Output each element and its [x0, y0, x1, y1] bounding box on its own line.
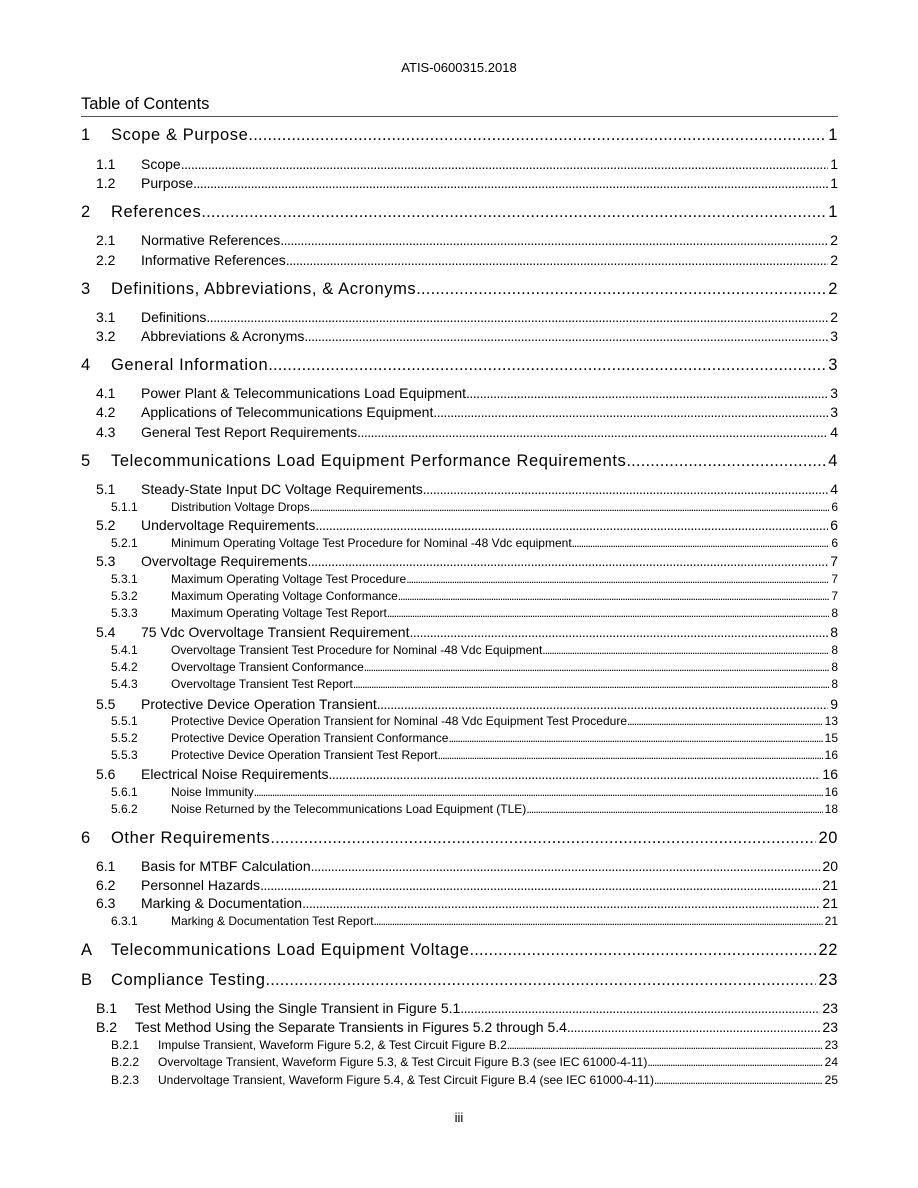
toc-entry[interactable]	[96, 696, 838, 714]
toc-entry[interactable]	[96, 553, 838, 571]
toc-entry-page: 16	[824, 785, 838, 799]
toc-entry-number: 6.2	[96, 877, 116, 893]
dot-leader	[466, 385, 828, 401]
dot-leader	[310, 500, 830, 514]
toc-entry-title: Telecommunications Load Equipment Performance Requirements	[111, 452, 627, 470]
toc-entry-page: 8	[831, 677, 838, 691]
toc-entry-page: 3	[830, 404, 838, 420]
toc-entry-number: 5.1	[96, 481, 116, 497]
toc-entry-title: Protective Device Operation Transient Test Report	[171, 748, 438, 762]
toc-entry[interactable]	[81, 280, 838, 302]
toc-entry-page: 21	[822, 895, 838, 911]
toc-entry-number: B.2.2	[111, 1055, 140, 1069]
dot-leader	[374, 914, 823, 928]
toc-entry-title: Definitions, Abbreviations, & Acronyms	[111, 280, 417, 298]
dot-leader	[268, 356, 826, 375]
toc-entry-title: Protective Device Operation Transient Conformance	[171, 731, 449, 745]
dot-leader	[377, 696, 828, 712]
toc-entry-number: 1	[81, 126, 91, 144]
toc-entry-number: 3.2	[96, 328, 116, 344]
toc-entry-number: 6	[81, 829, 91, 847]
toc-entry-page: 7	[830, 553, 838, 569]
toc-entry-page: 1	[828, 126, 838, 144]
toc-entry[interactable]	[111, 785, 838, 801]
toc-entry-page: 18	[824, 802, 838, 816]
toc-entry-number: 1.1	[96, 156, 116, 172]
toc-entry-title: Compliance Testing	[111, 971, 266, 989]
toc-entry-number: 5.3.2	[111, 589, 138, 603]
toc-entry[interactable]	[111, 677, 838, 693]
toc-entry[interactable]	[96, 1019, 838, 1037]
toc-entry-page: 23	[822, 1019, 838, 1035]
toc-entry-page: 6	[831, 500, 838, 514]
toc-entry-number: 3	[81, 280, 91, 298]
toc-entry-number: 5.3.3	[111, 606, 138, 620]
toc-entry-number: 4.2	[96, 404, 116, 420]
toc-entry-page: 25	[824, 1073, 838, 1087]
toc-entry-title: Marking & Documentation	[141, 895, 303, 911]
toc-entry[interactable]	[111, 500, 838, 516]
toc-entry[interactable]	[111, 1055, 838, 1071]
toc-entry-page: 8	[831, 606, 838, 620]
dot-leader	[304, 328, 828, 344]
toc-entry-page: 3	[830, 385, 838, 401]
toc-entry-title: Protective Device Operation Transient	[141, 696, 377, 712]
dot-leader	[409, 624, 828, 640]
toc-entry-number: 2.1	[96, 232, 116, 248]
toc-entry-number: 5.2.1	[111, 536, 138, 550]
toc-entry-number: 6.3.1	[111, 914, 138, 928]
toc-entry[interactable]	[81, 829, 838, 851]
toc-entry[interactable]	[96, 624, 838, 642]
toc-entry-number: 5.5.2	[111, 731, 138, 745]
dot-leader	[206, 309, 828, 325]
toc-entry-title: Impulse Transient, Waveform Figure 5.2, & Test Circuit Figure B.2	[158, 1038, 507, 1052]
dot-leader	[647, 1055, 822, 1069]
dot-leader	[181, 156, 829, 172]
toc-entry-number: 5.6.2	[111, 802, 138, 816]
toc-entry-page: 21	[824, 914, 838, 928]
toc-entry-title: Minimum Operating Voltage Test Procedure for Nominal -48 Vdc equipment	[171, 536, 572, 550]
toc-entry[interactable]	[96, 766, 838, 784]
toc-entry-title: Informative References	[141, 252, 286, 268]
toc-entry-title: Undervoltage Requirements	[141, 517, 316, 533]
toc-entry-number: B.2.1	[111, 1038, 140, 1052]
toc-entry-page: 1	[830, 156, 838, 172]
toc-entry-number: 4.1	[96, 385, 116, 401]
toc-entry-number: 5.6.1	[111, 785, 138, 799]
toc-entry-page: 8	[831, 660, 838, 674]
toc-entry-number: 5.2	[96, 517, 116, 533]
toc-entry[interactable]	[96, 877, 838, 895]
toc-entry-number: 2	[81, 203, 91, 221]
toc-entry-number: 5.3.1	[111, 572, 138, 586]
dot-leader	[398, 589, 830, 603]
toc-entry-number: 5.3	[96, 553, 116, 569]
toc-entry-title: Noise Returned by the Telecommunications Load Equipment (TLE)	[171, 802, 527, 816]
toc-entry-page: 7	[831, 589, 838, 603]
toc-entry[interactable]	[96, 895, 838, 913]
toc-entry-number: 5.6	[96, 766, 116, 782]
toc-entry-page: 8	[831, 643, 838, 657]
toc-entry-number: 5.5	[96, 696, 116, 712]
toc-entry-title: References	[111, 203, 202, 221]
toc-entry-number: 3.1	[96, 309, 116, 325]
dot-leader	[193, 175, 828, 191]
toc-entry-page: 2	[830, 252, 838, 268]
toc-entry-page: 9	[830, 696, 838, 712]
toc-entry[interactable]	[111, 572, 838, 588]
toc-entry-number: B.2	[96, 1019, 118, 1035]
toc-entry-title: Overvoltage Transient Test Procedure for Nominal -48 Vdc Equipment	[171, 643, 543, 657]
toc-entry[interactable]	[96, 232, 838, 250]
toc-entry-number: 5.5.1	[111, 714, 138, 728]
toc-entry[interactable]	[111, 589, 838, 605]
toc-entry[interactable]	[81, 452, 838, 474]
dot-leader	[507, 1038, 823, 1052]
toc-entry-page: 2	[830, 309, 838, 325]
toc-entry-page: 4	[828, 452, 838, 470]
toc-entry[interactable]	[81, 356, 838, 378]
toc-entry-page: 3	[828, 356, 838, 374]
dot-leader	[626, 452, 826, 471]
toc-entry-page: 2	[830, 232, 838, 248]
toc-entry-title: Overvoltage Transient, Waveform Figure 5.3, & Test Circuit Figure B.3 (see IEC 61000-4-11)	[158, 1055, 648, 1069]
dot-leader	[248, 126, 826, 145]
dot-leader	[308, 553, 829, 569]
toc-entry-number: B.1	[96, 1000, 118, 1016]
toc-entry-title: Protective Device Operation Transient for Nominal -48 Vdc Equipment Test Procedure	[171, 714, 627, 728]
toc-entry-page: 4	[830, 481, 838, 497]
dot-leader	[254, 785, 823, 799]
toc-entry-title: Purpose	[141, 175, 194, 191]
toc-entry[interactable]	[111, 731, 838, 747]
toc-entry-page: 6	[830, 517, 838, 533]
toc-entry[interactable]	[111, 606, 838, 622]
toc-entry[interactable]	[111, 914, 838, 930]
dot-leader	[469, 941, 816, 960]
toc-entry-page: 4	[830, 424, 838, 440]
toc-entry-number: 5.1.1	[111, 500, 138, 514]
dot-leader	[329, 766, 821, 782]
dot-leader	[357, 424, 828, 440]
toc-entry-number: 6.3	[96, 895, 116, 911]
dot-leader	[302, 895, 820, 911]
toc-entry-title: Overvoltage Transient Conformance	[171, 660, 364, 674]
toc-entry[interactable]	[81, 126, 838, 148]
toc-entry-title: Overvoltage Requirements	[141, 553, 308, 569]
toc-entry-number: 5.4.1	[111, 643, 138, 657]
toc-entry[interactable]	[111, 536, 838, 552]
toc-entry[interactable]	[96, 252, 838, 270]
toc-entry-number: B	[81, 971, 93, 989]
toc-entry-title: Test Method Using the Separate Transients in Figures 5.2 through 5.4	[135, 1019, 567, 1035]
toc-entry-page: 2	[828, 280, 838, 298]
toc-entry-number: 5.4.3	[111, 677, 138, 691]
toc-entry[interactable]	[96, 517, 838, 535]
toc-entry[interactable]	[96, 309, 838, 327]
toc-entry-page: 20	[822, 858, 838, 874]
toc-entry-number: 6.1	[96, 858, 116, 874]
toc-entry[interactable]	[96, 481, 838, 499]
toc-entry-number: 5.5.3	[111, 748, 138, 762]
dot-leader	[423, 481, 828, 497]
toc-entry-page: 16	[824, 748, 838, 762]
toc-entry-title: Maximum Operating Voltage Test Procedure	[171, 572, 407, 586]
toc-entry-page: 16	[822, 766, 838, 782]
dot-leader	[406, 572, 829, 586]
toc-entry-page: 3	[830, 328, 838, 344]
toc-entry-number: 5.4.2	[111, 660, 138, 674]
toc-entry[interactable]	[111, 802, 838, 818]
toc-entry-number: 5	[81, 452, 91, 470]
toc-entry-number: B.2.3	[111, 1073, 140, 1087]
toc-entry-title: Power Plant & Telecommunications Load Equipment	[141, 385, 467, 401]
dot-leader	[416, 280, 826, 299]
dot-leader	[353, 677, 829, 691]
dot-leader	[460, 1000, 820, 1016]
toc-entry[interactable]	[111, 643, 838, 659]
toc-entry-page: 20	[818, 829, 838, 847]
toc-entry-title: Normative References	[141, 232, 281, 248]
toc-entry[interactable]	[111, 1038, 838, 1054]
dot-leader	[433, 404, 828, 420]
toc-entry-page: 7	[831, 572, 838, 586]
toc-entry-title: Telecommunications Load Equipment Voltage	[111, 941, 470, 959]
dot-leader	[654, 1073, 823, 1087]
toc-entry[interactable]	[96, 385, 838, 403]
dot-leader	[315, 517, 828, 533]
document-header: ATIS-0600315.2018	[401, 60, 517, 75]
toc-entry[interactable]	[96, 328, 838, 346]
toc-entry-title: Undervoltage Transient, Waveform Figure 5.4, & Test Circuit Figure B.4 (see IEC 61000-4-11)	[158, 1073, 654, 1087]
dot-leader	[526, 802, 822, 816]
toc-entry-title: Test Method Using the Single Transient in Figure 5.1	[135, 1000, 461, 1016]
toc-entry-number: 4.3	[96, 424, 116, 440]
toc-entry-title: Electrical Noise Requirements	[141, 766, 329, 782]
toc-entry-page: 1	[830, 175, 838, 191]
toc-title: Table of Contents	[81, 95, 210, 113]
dot-leader	[387, 606, 829, 620]
toc-entry[interactable]	[96, 156, 838, 174]
toc-entry-title: Personnel Hazards	[141, 877, 261, 893]
dot-leader	[627, 714, 823, 728]
dot-leader	[542, 643, 829, 657]
toc-entry-title: Distribution Voltage Drops	[171, 500, 310, 514]
toc-entry[interactable]	[111, 660, 838, 676]
toc-entry-number: 1.2	[96, 175, 116, 191]
dot-leader	[448, 731, 822, 745]
dot-leader	[311, 858, 821, 874]
toc-entry-page: 23	[822, 1000, 838, 1016]
dot-leader	[572, 536, 830, 550]
toc-entry[interactable]	[96, 1000, 838, 1018]
toc-entry[interactable]	[111, 714, 838, 730]
toc-entry-title: Maximum Operating Voltage Test Report	[171, 606, 387, 620]
toc-entry-page: 23	[818, 971, 838, 989]
toc-entry-title: Steady-State Input DC Voltage Requirements	[141, 481, 423, 497]
dot-leader	[567, 1019, 821, 1035]
dot-leader	[438, 748, 823, 762]
toc-entry-number: A	[81, 941, 93, 959]
toc-entry[interactable]	[96, 175, 838, 193]
toc-entry-page: 24	[824, 1055, 838, 1069]
toc-entry[interactable]	[96, 404, 838, 422]
toc-entry[interactable]	[111, 1073, 838, 1089]
toc-entry-title: Applications of Telecommunications Equipment	[141, 404, 434, 420]
toc-entry-title: Other Requirements	[111, 829, 271, 847]
toc-entry-title: Abbreviations & Acronyms	[141, 328, 305, 344]
toc-entry-page: 15	[824, 731, 838, 745]
toc-entry-title: General Test Report Requirements	[141, 424, 358, 440]
toc-entry[interactable]	[81, 203, 838, 225]
toc-entry-title: 75 Vdc Overvoltage Transient Requirement	[141, 624, 410, 640]
toc-entry-title: Marking & Documentation Test Report	[171, 914, 374, 928]
toc-entry-page: 8	[830, 624, 838, 640]
toc-entry-title: Basis for MTBF Calculation	[141, 858, 311, 874]
toc-entry-page: 13	[824, 714, 838, 728]
toc-entry-number: 2.2	[96, 252, 116, 268]
toc-entry-title: Scope & Purpose	[111, 126, 249, 144]
toc-entry-title: Maximum Operating Voltage Conformance	[171, 589, 398, 603]
dot-leader	[364, 660, 830, 674]
toc-entry[interactable]	[81, 971, 838, 993]
toc-entry-page: 21	[822, 877, 838, 893]
page-number: iii	[454, 1110, 464, 1125]
toc-entry[interactable]	[81, 941, 838, 963]
toc-entry[interactable]	[96, 424, 838, 442]
toc-entry-title: General Information	[111, 356, 269, 374]
toc-entry-page: 1	[828, 203, 838, 221]
toc-entry[interactable]	[111, 748, 838, 764]
dot-leader	[201, 203, 826, 222]
toc-entry-page: 23	[824, 1038, 838, 1052]
dot-leader	[266, 971, 817, 990]
toc-entry[interactable]	[96, 858, 838, 876]
toc-entry-number: 5.4	[96, 624, 116, 640]
dot-leader	[260, 877, 820, 893]
toc-entry-page: 22	[818, 941, 838, 959]
toc-entry-number: 4	[81, 356, 91, 374]
dot-leader	[270, 829, 816, 848]
dot-leader	[286, 252, 828, 268]
toc-entry-page: 6	[831, 536, 838, 550]
toc-entry-title: Definitions	[141, 309, 207, 325]
toc-entry-title: Overvoltage Transient Test Report	[171, 677, 353, 691]
toc-entry-title: Noise Immunity	[171, 785, 254, 799]
toc-entry-title: Scope	[141, 156, 181, 172]
dot-leader	[280, 232, 828, 248]
